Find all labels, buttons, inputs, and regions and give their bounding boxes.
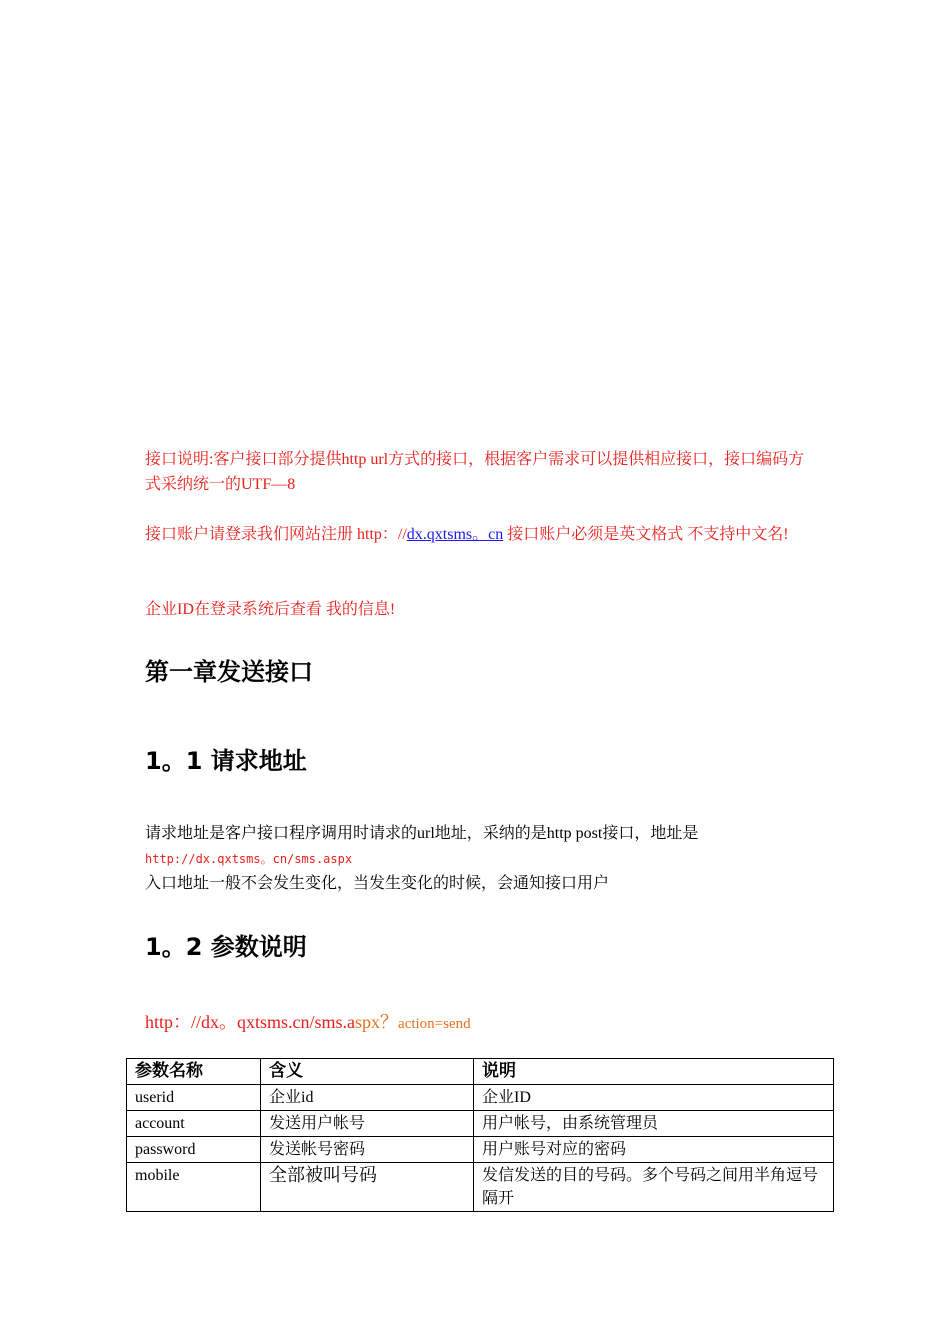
header-description: 说明 (474, 1059, 834, 1085)
corp-id-note: 企业ID在登录系统后查看 我的信息! (145, 601, 396, 618)
cell-param: mobile (127, 1163, 261, 1212)
account-note (145, 522, 815, 547)
table-row (127, 1111, 834, 1137)
cell-description: 用户帐号，由系统管理员 (474, 1111, 834, 1137)
header-meaning: 含义 (261, 1059, 474, 1085)
section-title-parameters: 1。2 参数说明 (145, 933, 307, 961)
cell-meaning: 全部被叫号码 (261, 1163, 474, 1212)
interface-description: 接口说明:客户接口部分提供http url方式的接口，根据客户需求可以提供相应接口，接口编码方式采纳统一的UTF—8 (145, 451, 805, 493)
cell-param: password (127, 1137, 261, 1163)
cell-meaning: 发送帐号密码 (261, 1137, 474, 1163)
send-url (145, 1010, 471, 1036)
table-header-row (127, 1059, 834, 1085)
cell-param: account (127, 1111, 261, 1137)
chapter-title: 第一章发送接口 (145, 658, 313, 686)
request-address-description: 请求地址是客户接口程序调用时请求的url地址，采纳的是http post接口，地址是 (145, 825, 699, 842)
cell-description: 用户账号对应的密码 (474, 1137, 834, 1163)
cell-meaning: 企业id (261, 1085, 474, 1111)
table-row (127, 1137, 834, 1163)
account-note-rest: 接口账户必须是英文格式 不支持中文名! (503, 526, 789, 543)
send-url-action: action=send (398, 1016, 471, 1032)
cell-param: userid (127, 1085, 261, 1111)
cell-description: 发信发送的目的号码。多个号码之间用半角逗号隔开 (474, 1163, 834, 1212)
website-link[interactable]: dx.qxtsms。cn (406, 526, 504, 543)
header-param-name: 参数名称 (127, 1059, 261, 1085)
request-address-url: http://dx.qxtsms。cn/sms.aspx (145, 852, 353, 866)
send-url-part1: http：//dx。qxtsms.cn/sms.a (145, 1012, 356, 1032)
account-note-text: 接口账户请登录我们网站注册 http：// (145, 526, 407, 543)
send-url-part2: spx？ (355, 1012, 399, 1032)
cell-description: 企业ID (474, 1085, 834, 1111)
request-address-note: 入口地址一般不会发生变化，当发生变化的时候，会通知接口用户 (145, 875, 610, 892)
table-row (127, 1085, 834, 1111)
section-title-request-address: 1。1 请求地址 (145, 747, 307, 775)
cell-meaning: 发送用户帐号 (261, 1111, 474, 1137)
table-row (127, 1163, 834, 1212)
parameter-table (126, 1058, 834, 1212)
